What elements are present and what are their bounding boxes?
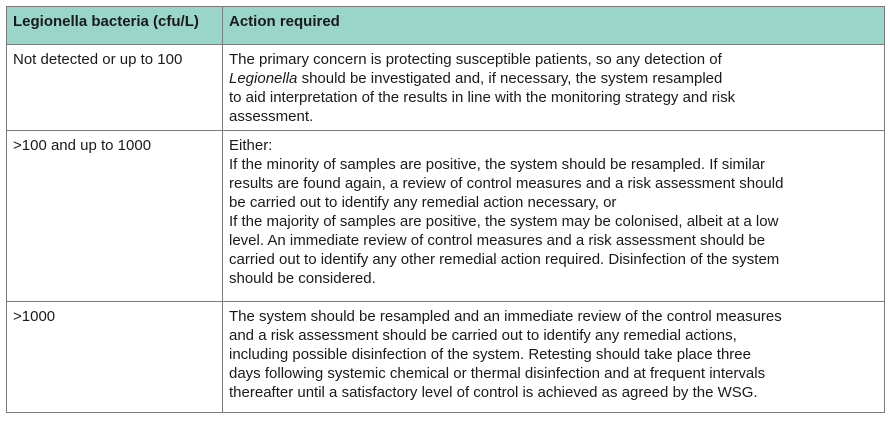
- cell-level: >100 and up to 1000: [7, 131, 223, 302]
- table-row: [7, 131, 885, 302]
- action-line: should be considered.: [229, 270, 376, 287]
- action-line: If the majority of samples are positive, the system may be colonised, albeit at a low: [229, 213, 779, 230]
- action-line: If the minority of samples are positive, the system should be resampled. If similar: [229, 156, 766, 173]
- table-header-row: [7, 7, 885, 45]
- action-line: thereafter until a satisfactory level of control is achieved as agreed by the WSG.: [229, 384, 758, 401]
- action-line: to aid interpretation of the results in line with the monitoring strategy and risk: [229, 89, 736, 106]
- action-line: including possible disinfection of the system. Retesting should take place three: [229, 346, 751, 363]
- table-row: [7, 45, 885, 131]
- cell-level: Not detected or up to 100: [7, 45, 223, 131]
- cell-action: [223, 131, 885, 302]
- header-legionella-level: Legionella bacteria (cfu/L): [7, 7, 223, 45]
- action-line: results are found again, a review of control measures and a risk assessment should: [229, 175, 784, 192]
- header-action-required: Action required: [223, 7, 885, 45]
- legionella-action-table-container: [6, 6, 884, 436]
- action-line: level. An immediate review of control measures and a risk assessment should be: [229, 232, 766, 249]
- action-line: be carried out to identify any remedial action necessary, or: [229, 194, 617, 211]
- action-line-rest: should be investigated and, if necessary, the system resampled: [297, 70, 723, 87]
- action-line: assessment.: [229, 108, 314, 125]
- cell-action: [223, 302, 885, 413]
- action-line: days following systemic chemical or thermal disinfection and at frequent intervals: [229, 365, 766, 382]
- table-row: [7, 302, 885, 413]
- cell-level: >1000: [7, 302, 223, 413]
- action-italic-term: Legionella: [229, 70, 298, 87]
- legionella-action-table: [6, 6, 885, 413]
- action-line: [229, 69, 878, 88]
- action-line: carried out to identify any other remedial action required. Disinfection of the system: [229, 251, 780, 268]
- cell-action: [223, 45, 885, 131]
- action-line: The primary concern is protecting susceptible patients, so any detection of: [229, 51, 722, 68]
- action-line: Either:: [229, 137, 273, 154]
- action-line: and a risk assessment should be carried out to identify any remedial actions,: [229, 327, 737, 344]
- action-line: The system should be resampled and an immediate review of the control measures: [229, 308, 782, 325]
